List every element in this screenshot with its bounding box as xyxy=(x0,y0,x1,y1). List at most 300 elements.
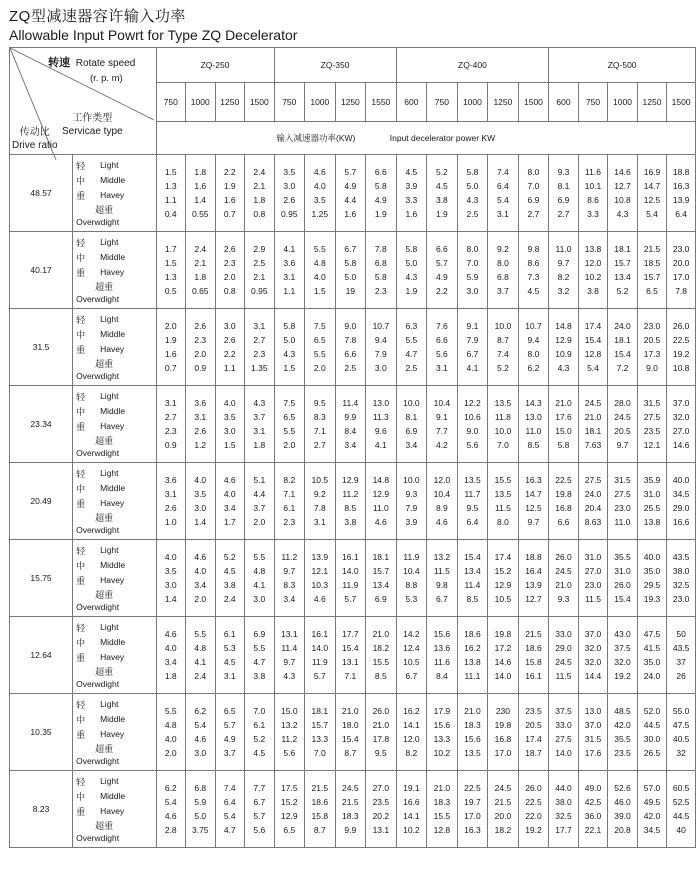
power-value: 7.63 xyxy=(584,440,602,450)
power-value: 3.0 xyxy=(253,594,266,604)
power-value: 12.5 xyxy=(525,503,542,513)
power-value: 3.1 xyxy=(283,272,296,282)
power-value: 19.7 xyxy=(464,797,481,807)
power-value: 8.4 xyxy=(344,426,357,436)
power-value: 12.8 xyxy=(433,825,451,835)
power-value: 2.7 xyxy=(164,412,177,422)
power-value: 3.6 xyxy=(164,475,177,485)
power-value: 34.5 xyxy=(672,489,690,499)
power-value: 4.8 xyxy=(164,720,177,730)
power-value: 24.5 xyxy=(555,566,572,576)
power-value: 8.1 xyxy=(405,412,418,422)
power-value: 5.8 xyxy=(374,272,387,282)
power-value: 52.5 xyxy=(672,797,690,807)
power-value: 4.5 xyxy=(223,657,236,667)
power-value: 1.8 xyxy=(164,671,177,681)
speed-label-cn: 转速 xyxy=(48,57,70,69)
power-value: 5.5 xyxy=(283,426,296,436)
service-type-cn: 工作类型 xyxy=(72,113,113,124)
power-value: 3.75 xyxy=(191,825,209,835)
power-value: 8.7 xyxy=(344,748,357,758)
power-value: 5.5 xyxy=(253,552,266,562)
power-value: 2.0 xyxy=(194,594,207,604)
power-cell xyxy=(637,694,667,771)
overweight-cn: 超重 xyxy=(95,436,114,446)
power-cell xyxy=(549,463,579,540)
power-cell xyxy=(488,386,519,463)
speed-label xyxy=(48,54,135,70)
power-value: 13.9 xyxy=(311,552,329,562)
power-value: 23.5 xyxy=(643,426,661,436)
power-value: 31.5 xyxy=(584,734,602,744)
power-value: 5.3 xyxy=(405,594,418,604)
heavy-en: Havey xyxy=(100,806,125,816)
power-cell xyxy=(335,617,366,694)
power-value: 7.8 xyxy=(675,286,688,296)
heavy-en: Havey xyxy=(100,421,125,431)
power-cell xyxy=(637,232,667,309)
rpm-header: 1500 xyxy=(245,83,275,122)
power-value: 4.0 xyxy=(313,272,326,282)
power-value: 25.5 xyxy=(643,503,661,513)
power-value: 11.7 xyxy=(464,489,481,499)
power-value: 8.3 xyxy=(313,412,326,422)
power-value: 9.7 xyxy=(557,258,570,268)
power-value: 42.5 xyxy=(584,797,602,807)
power-value: 19.2 xyxy=(525,825,542,835)
power-value: 6.9 xyxy=(374,594,387,604)
power-value: 26.0 xyxy=(555,552,572,562)
power-value: 22.5 xyxy=(672,335,690,345)
overweight-cn: 超重 xyxy=(95,513,114,523)
power-value: 14.7 xyxy=(643,181,661,191)
power-cell xyxy=(186,617,216,694)
power-value: 28.0 xyxy=(614,398,631,408)
power-cell xyxy=(518,309,549,386)
power-value: 3.1 xyxy=(194,412,207,422)
power-cell xyxy=(396,463,427,540)
power-value: 13.0 xyxy=(584,706,602,716)
power-value: 14.3 xyxy=(525,398,542,408)
power-value: 13.9 xyxy=(525,580,542,590)
power-value: 2.1 xyxy=(194,258,207,268)
power-value: 5.5 xyxy=(164,706,177,716)
power-value: 5.9 xyxy=(466,272,479,282)
power-value: 4.8 xyxy=(194,643,207,653)
power-value: 19 xyxy=(345,286,356,296)
power-value: 15.0 xyxy=(555,426,572,436)
table-row xyxy=(10,771,696,848)
power-cell xyxy=(305,463,336,540)
power-value: 9.3 xyxy=(557,167,570,177)
power-value: 19.2 xyxy=(614,671,631,681)
power-value: 1.25 xyxy=(311,209,329,219)
power-cell xyxy=(578,771,608,848)
power-value: 9.5 xyxy=(466,503,479,513)
power-value: 8.5 xyxy=(466,594,479,604)
table-row xyxy=(10,232,696,309)
power-cell xyxy=(245,386,275,463)
power-value: 5.6 xyxy=(466,440,479,450)
power-value: 44.5 xyxy=(643,720,661,730)
drive-ratio-value: 40.17 xyxy=(10,232,73,309)
power-value: 5.0 xyxy=(344,272,357,282)
power-value: 4.7 xyxy=(223,825,236,835)
power-value: 6.3 xyxy=(405,321,418,331)
power-value: 26 xyxy=(676,671,686,681)
power-value: 9.5 xyxy=(313,398,326,408)
power-value: 3.5 xyxy=(313,195,326,205)
power-value: 5.9 xyxy=(194,797,207,807)
power-value: 11.4 xyxy=(342,398,359,408)
service-labels xyxy=(73,232,156,309)
power-cell xyxy=(305,232,336,309)
power-value: 15.8 xyxy=(311,811,329,821)
power-cell xyxy=(488,309,519,386)
power-value: 4.3 xyxy=(283,671,296,681)
table-row xyxy=(10,155,696,232)
power-value: 19.1 xyxy=(403,783,420,793)
power-value: 7.4 xyxy=(497,349,509,359)
power-value: 19.8 xyxy=(555,489,572,499)
power-cell xyxy=(156,463,186,540)
power-value: 13.1 xyxy=(342,657,359,667)
table-row xyxy=(10,463,696,540)
power-value: 12.0 xyxy=(403,734,420,744)
overweight-en: Overwdight xyxy=(76,371,120,381)
power-value: 7.5 xyxy=(313,321,326,331)
middle-en: Middle xyxy=(100,560,126,570)
middle-cn: 中 xyxy=(76,792,86,802)
heavy-en: Havey xyxy=(100,729,125,739)
power-value: 4.6 xyxy=(374,517,387,527)
power-value: 13.3 xyxy=(311,734,329,744)
power-value: 2.5 xyxy=(466,209,479,219)
power-value: 27.5 xyxy=(643,412,661,422)
power-value: 10.2 xyxy=(403,825,420,835)
power-cell xyxy=(215,386,245,463)
power-value: 15.4 xyxy=(342,643,359,653)
power-value: 8.8 xyxy=(405,580,418,590)
power-value: 55.0 xyxy=(672,706,690,716)
power-value: 6.7 xyxy=(466,349,479,359)
power-value: 10.0 xyxy=(403,398,420,408)
power-value: 13.4 xyxy=(464,566,481,576)
power-value: 20.0 xyxy=(494,811,512,821)
power-value: 3.9 xyxy=(405,517,418,527)
power-cell xyxy=(667,694,696,771)
power-value: 0.9 xyxy=(164,440,177,450)
power-value: 27.0 xyxy=(372,783,390,793)
power-value: 44.5 xyxy=(672,811,690,821)
power-value: 5.4 xyxy=(194,720,207,730)
power-value: 3.1 xyxy=(164,489,177,499)
power-value: 32.0 xyxy=(584,657,602,667)
power-value: 33.0 xyxy=(555,720,572,730)
power-value: 4.2 xyxy=(435,440,448,450)
power-value: 9.7 xyxy=(527,517,540,527)
overweight-en: Overwdight xyxy=(76,756,120,766)
power-value: 10.3 xyxy=(311,580,329,590)
power-value: 5.5 xyxy=(313,349,326,359)
power-value: 14.1 xyxy=(403,720,420,730)
power-value: 16.8 xyxy=(555,503,572,513)
power-cell xyxy=(608,463,638,540)
rpm-header: 1500 xyxy=(518,83,549,122)
power-value: 13.4 xyxy=(372,580,390,590)
power-value: 6.7 xyxy=(253,797,266,807)
power-value: 11.0 xyxy=(555,244,572,254)
power-value: 1.9 xyxy=(223,181,236,191)
power-value: 16.3 xyxy=(672,181,690,191)
power-value: 4.6 xyxy=(435,517,448,527)
power-value: 15.4 xyxy=(614,349,631,359)
power-value: 9.2 xyxy=(313,489,326,499)
power-cell xyxy=(156,540,186,617)
power-value: 11.1 xyxy=(464,671,481,681)
power-cell xyxy=(274,463,305,540)
power-value: 31.5 xyxy=(614,475,631,485)
power-cell xyxy=(488,771,519,848)
power-value: 4.8 xyxy=(313,258,326,268)
power-value: 18.1 xyxy=(614,244,631,254)
light-en: Light xyxy=(100,622,119,632)
power-value: 18.2 xyxy=(372,643,390,653)
power-value: 10.4 xyxy=(433,489,451,499)
power-value: 18.6 xyxy=(464,629,481,639)
power-cell xyxy=(186,232,216,309)
power-value: 12.1 xyxy=(311,566,329,576)
power-value: 14.6 xyxy=(494,657,512,667)
power-value: 11.6 xyxy=(433,657,450,667)
power-cell xyxy=(578,155,608,232)
power-cell xyxy=(637,771,667,848)
power-value: 0.8 xyxy=(223,286,236,296)
power-value: 11.3 xyxy=(372,412,389,422)
power-value: 3.8 xyxy=(253,671,266,681)
power-value: 8.63 xyxy=(584,517,602,527)
power-value: 0.95 xyxy=(251,286,268,296)
power-value: 17.7 xyxy=(342,629,359,639)
power-value: 12.9 xyxy=(494,580,512,590)
power-value: 8.4 xyxy=(435,671,448,681)
power-value: 4.9 xyxy=(344,181,357,191)
power-value: 14.1 xyxy=(403,811,420,821)
power-value: 6.2 xyxy=(527,363,540,373)
power-value: 4.5 xyxy=(223,566,236,576)
rpm-header: 1500 xyxy=(667,83,696,122)
power-value: 5.5 xyxy=(405,335,418,345)
power-value: 15.5 xyxy=(372,657,390,667)
power-cell xyxy=(186,463,216,540)
light-en: Light xyxy=(100,468,119,478)
power-value: 6.4 xyxy=(497,181,509,191)
power-value: 39.0 xyxy=(614,811,631,821)
power-cell xyxy=(335,540,366,617)
power-value: 31.0 xyxy=(584,552,602,562)
power-value: 21.5 xyxy=(643,244,661,254)
power-value: 13.5 xyxy=(464,475,481,485)
power-value: 11.4 xyxy=(281,643,298,653)
power-value: 5.5 xyxy=(253,643,266,653)
power-value: 15.4 xyxy=(584,335,602,345)
heavy-cn: 重 xyxy=(76,268,86,278)
power-cell xyxy=(305,155,336,232)
power-value: 49.5 xyxy=(643,797,661,807)
power-value: 2.1 xyxy=(253,181,266,191)
power-value: 1.3 xyxy=(164,272,177,282)
power-cell xyxy=(335,694,366,771)
middle-cn: 中 xyxy=(76,561,86,571)
power-value: 14.2 xyxy=(403,629,420,639)
power-cell xyxy=(608,155,638,232)
power-cell xyxy=(518,386,549,463)
power-value: 2.7 xyxy=(557,209,570,219)
power-value: 2.0 xyxy=(164,321,177,331)
power-value: 17.0 xyxy=(494,748,512,758)
power-value: 2.4 xyxy=(223,594,236,604)
power-value: 3.1 xyxy=(313,517,326,527)
power-value: 5.2 xyxy=(616,286,629,296)
power-value: 52.0 xyxy=(643,706,661,716)
light-cn: 轻 xyxy=(76,546,86,556)
overweight-cn: 超重 xyxy=(95,590,114,600)
power-value: 17.4 xyxy=(494,552,512,562)
power-cell xyxy=(335,771,366,848)
power-value: 5.4 xyxy=(587,363,599,373)
power-value: 38.0 xyxy=(672,566,690,576)
power-cell xyxy=(488,694,519,771)
power-value: 3.8 xyxy=(587,286,599,296)
power-value: 20.8 xyxy=(614,825,631,835)
power-value: 23.0 xyxy=(672,594,690,604)
power-value: 2.3 xyxy=(283,517,296,527)
power-value: 20.5 xyxy=(643,335,661,345)
power-value: 37 xyxy=(676,657,686,667)
power-value: 13.6 xyxy=(433,643,451,653)
power-cell xyxy=(274,386,305,463)
power-value: 3.5 xyxy=(164,566,177,576)
power-value: 7.0 xyxy=(313,748,326,758)
middle-en: Middle xyxy=(100,329,126,339)
power-value: 5.0 xyxy=(283,335,296,345)
power-value: 9.7 xyxy=(283,657,296,667)
power-value: 11.2 xyxy=(342,489,359,499)
power-value: 29.0 xyxy=(555,643,572,653)
heavy-en: Havey xyxy=(100,190,125,200)
light-cn: 轻 xyxy=(76,777,86,787)
power-value: 21.5 xyxy=(342,797,359,807)
power-value: 40 xyxy=(676,825,686,835)
power-value: 12.0 xyxy=(433,475,451,485)
power-value: 5.2 xyxy=(223,552,236,562)
power-value: 1.3 xyxy=(164,181,177,191)
power-cell xyxy=(578,309,608,386)
power-value: 47.5 xyxy=(672,720,690,730)
power-value: 13.4 xyxy=(614,272,631,282)
power-value: 18.3 xyxy=(342,811,359,821)
power-value: 14.0 xyxy=(342,566,359,576)
power-cell xyxy=(457,540,488,617)
power-value: 1.2 xyxy=(194,440,207,450)
power-cell xyxy=(245,155,275,232)
power-value: 5.2 xyxy=(497,363,509,373)
drive-ratio-value: 31.5 xyxy=(10,309,73,386)
middle-en: Middle xyxy=(100,637,126,647)
power-value: 8.6 xyxy=(527,258,540,268)
power-value: 8.5 xyxy=(344,503,357,513)
power-value: 2.0 xyxy=(313,363,326,373)
power-value: 37.5 xyxy=(614,643,631,653)
power-value: 0.95 xyxy=(281,209,298,219)
middle-cn: 中 xyxy=(76,253,86,263)
power-cell xyxy=(396,386,427,463)
power-value: 14.0 xyxy=(494,671,512,681)
power-cell xyxy=(274,617,305,694)
power-value: 23.0 xyxy=(672,244,690,254)
power-value: 7.4 xyxy=(497,167,509,177)
power-value: 20.5 xyxy=(614,426,631,436)
power-cell xyxy=(667,309,696,386)
power-cell xyxy=(457,771,488,848)
power-value: 6.9 xyxy=(253,629,266,639)
service-labels xyxy=(73,771,156,848)
power-cell xyxy=(608,771,638,848)
power-value: 5.8 xyxy=(344,258,357,268)
rpm-header: 1250 xyxy=(637,83,667,122)
power-value: 16.9 xyxy=(643,167,661,177)
power-value: 3.4 xyxy=(194,580,207,590)
power-value: 17.6 xyxy=(584,748,602,758)
heavy-en: Havey xyxy=(100,575,125,585)
model-header: ZQ-250 xyxy=(156,48,274,83)
power-value: 6.9 xyxy=(557,195,570,205)
power-cell xyxy=(578,463,608,540)
power-value: 37.0 xyxy=(584,629,602,639)
power-value: 6.5 xyxy=(223,706,236,716)
power-value: 7.1 xyxy=(344,671,357,681)
power-value: 5.4 xyxy=(497,195,509,205)
power-value: 0.7 xyxy=(164,363,177,373)
power-value: 3.0 xyxy=(194,748,207,758)
power-value: 7.1 xyxy=(283,489,296,499)
power-value: 4.4 xyxy=(344,195,357,205)
power-cell xyxy=(156,232,186,309)
power-value: 14.7 xyxy=(525,489,542,499)
power-value: 16.4 xyxy=(525,566,542,576)
power-value: 57.0 xyxy=(643,783,661,793)
power-cell xyxy=(518,540,549,617)
power-value: 38.0 xyxy=(555,797,572,807)
power-value: 1.6 xyxy=(194,181,207,191)
power-value: 18.5 xyxy=(643,258,661,268)
power-value: 17.8 xyxy=(372,734,390,744)
power-cell xyxy=(274,771,305,848)
power-value: 230 xyxy=(495,706,510,716)
power-value: 1.9 xyxy=(374,209,387,219)
power-value: 21.5 xyxy=(494,797,512,807)
power-value: 4.6 xyxy=(313,167,326,177)
power-value: 3.4 xyxy=(344,440,357,450)
power-value: 0.8 xyxy=(253,209,266,219)
power-value: 9.8 xyxy=(527,244,540,254)
power-value: 3.1 xyxy=(497,209,509,219)
power-value: 9.9 xyxy=(344,412,357,422)
power-value: 35.5 xyxy=(614,552,631,562)
power-value: 23.5 xyxy=(614,748,631,758)
power-value: 3.7 xyxy=(223,748,236,758)
power-value: 18.1 xyxy=(372,552,390,562)
